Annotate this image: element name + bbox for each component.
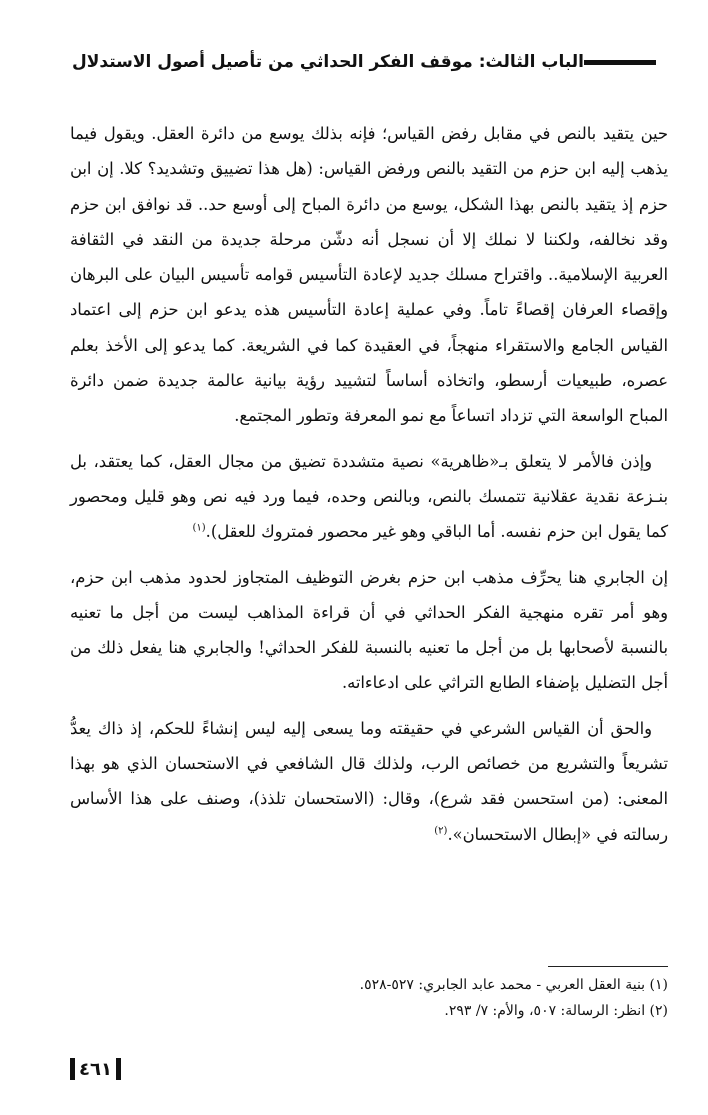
- footnote-divider: [548, 966, 668, 967]
- paragraph-text: حين يتقيد بالنص في مقابل رفض القياس؛ فإنه بذلك يوسع من دائرة العقل. ويقول فيما يذهب إليه ابن حزم من التقيد بالنص ورفض القياس: (هل هذا تضييق وتشديد؟ كلا. إن ابن حزم إذ يتقيد بالنص بهذا الشكل، يوسع من دائرة المباح إلى أوسع حد.. قد نوافق ابن حزم وقد نخالفه، ولكننا لا نملك إلا أن نسجل أنه دشّن مرحلة جديدة من النقد في الثقافة العربية الإسلامية.. واقتراح مسلك جديد لإعادة التأسيس قوامه تأسيس البيان على البرهان وإقصاء العرفان إقصاءً تاماً. وفي عملية إعادة التأسيس هذه يدعو ابن حزم إلى اعتماد القياس الجامع والاستقراء منهجاً، في العقيدة كما في الشريعة. كما يدعو إلى الأخذ بعلم عصره، طبيعيات أرسطو، واتخاذه أساساً لتشييد رؤية بيانية عالمة جديدة ضمن دائرة المباح الواسعة التي تزداد اتساعاً مع نمو المعرفة وتطور المجتمع.: [70, 124, 668, 426]
- body-text: [70, 116, 668, 852]
- paragraph: [70, 444, 668, 550]
- chapter-title: الباب الثالث: موقف الفكر الحداثي من تأصيل أصول الاستدلال: [72, 52, 585, 72]
- footnotes: [70, 972, 668, 1024]
- footnote: (٢) انظر: الرسالة: ٥٠٧، والأم: ٧/ ٢٩٣.: [444, 1003, 668, 1019]
- running-header: [72, 44, 666, 80]
- footnote-reference[interactable]: (٢): [434, 825, 448, 837]
- page-number: ٤٦١: [79, 1058, 112, 1080]
- paragraph: [70, 711, 668, 852]
- paragraph-text: وإذن فالأمر لا يتعلق بـ«ظاهرية» نصية متشددة تضيق من مجال العقل، كما يعتقد، بل بنـزعة نقدية عقلانية تتمسك بالنص، وبالنص وحده، فيما ورد فيه نص وهو قليل ومحصور كما يقول ابن حزم نفسه. أما الباقي وهو غير محصور فمتروك للعقل).: [70, 451, 668, 542]
- footnote-reference[interactable]: (١): [192, 522, 206, 534]
- footnote: (١) بنية العقل العربي - محمد عابد الجابري: ٥٢٧-٥٢٨.: [359, 977, 668, 993]
- page-number-box: [70, 1058, 121, 1080]
- page-number-bar: [116, 1058, 121, 1080]
- paragraph-text: والحق أن القياس الشرعي في حقيقته وما يسعى إليه ليس إنشاءً للحكم، إذ ذاك يعدُّ تشريعاً والتشريع من خصائص الرب، ولذلك قال الشافعي في الاستحسان الذي هو بهذا المعنى: (من استحسن فقد شرع)، وقال: (الاستحسان تلذذ)، وصنف على هذا الأساس رسالته في «إبطال الاستحسان».: [70, 718, 668, 844]
- paragraph: [70, 116, 668, 434]
- paragraph-text: إن الجابري هنا يحرِّف مذهب ابن حزم بغرض التوظيف المتجاوز لحدود مذهب ابن حزم، وهو أمر تقره منهجية الفكر الحداثي في أن قراءة المذاهب ليست من أجل ما تعنيه بالنسبة لأصحابها بل من أجل ما تعنيه بالنسبة للفكر الحداثي! والجابري هنا يفعل ذلك من أجل التضليل بإضفاء الطابع التراثي على ادعاءاته.: [70, 567, 668, 693]
- header-rule: [584, 60, 656, 65]
- paragraph: [70, 560, 668, 701]
